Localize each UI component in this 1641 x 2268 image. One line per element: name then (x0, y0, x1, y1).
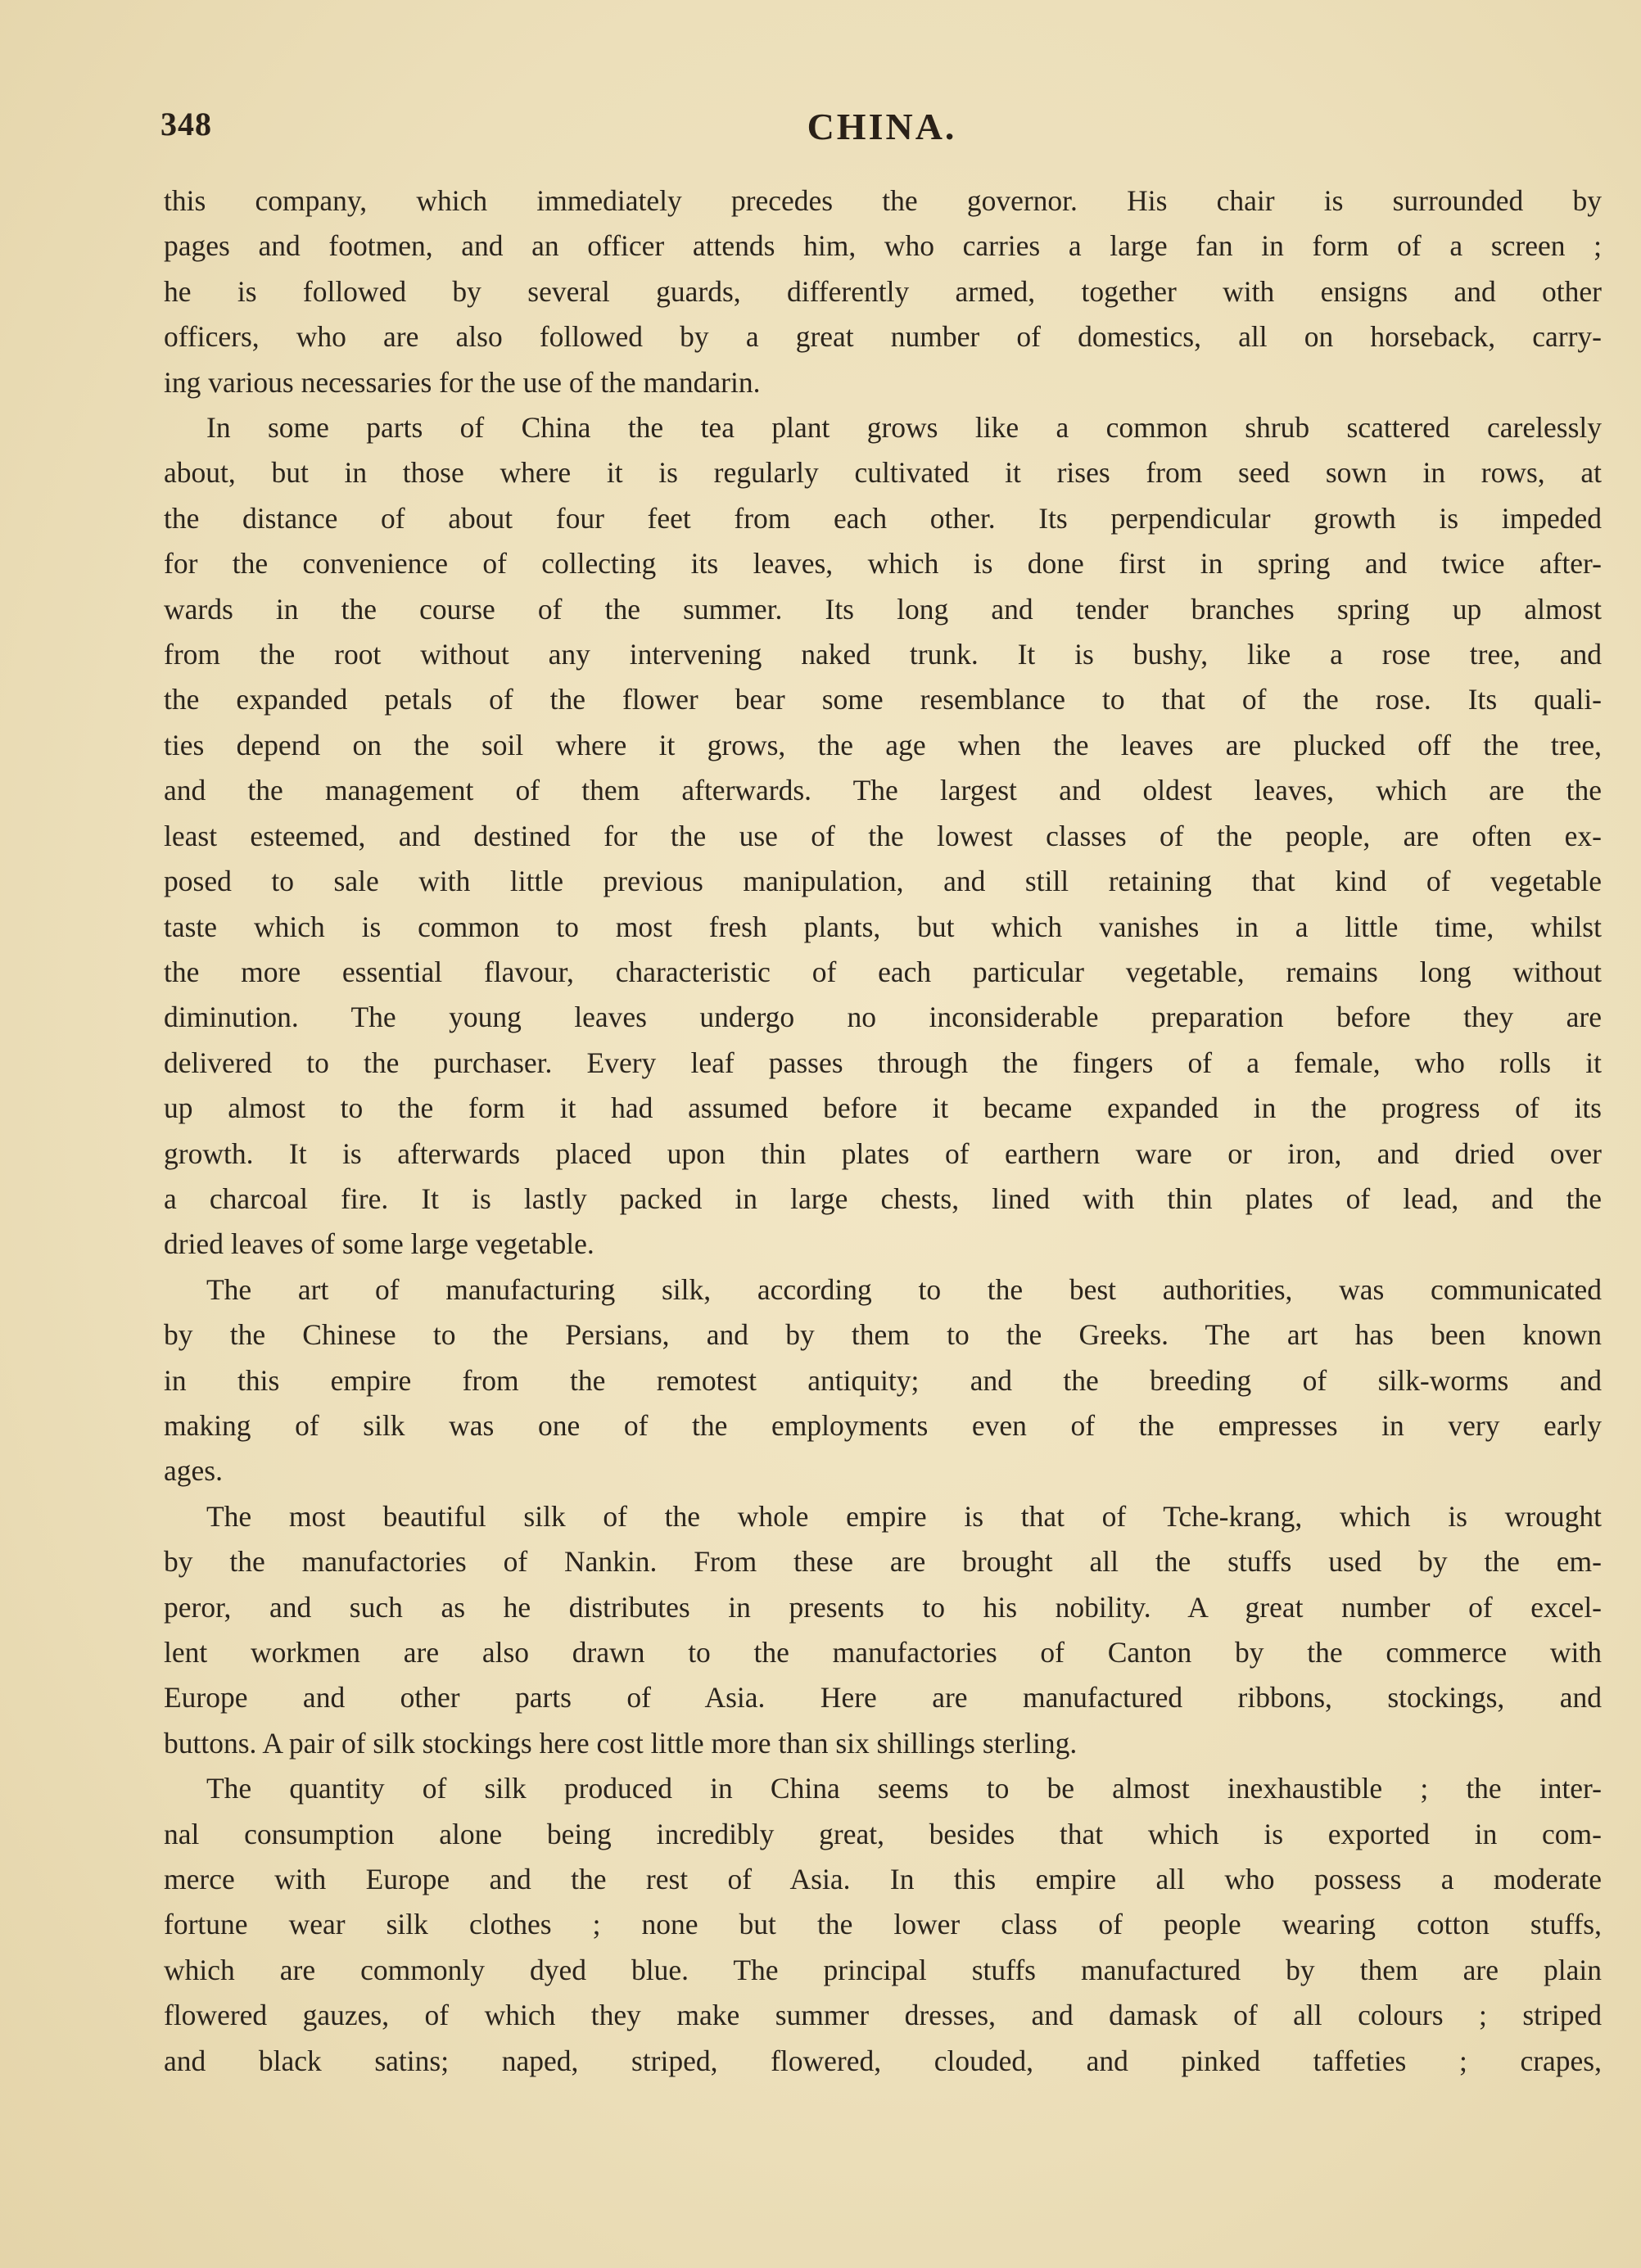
text-line: nal consumption alone being incredibly great, besides that which is exported in com- (164, 1817, 1602, 1850)
text-line: The art of manufacturing silk, according to the best authorities, was communicated (206, 1272, 1602, 1306)
text-line: peror, and such as he distributes in presents to his nobility. A great number of excel- (164, 1590, 1602, 1624)
text-line: ties depend on the soil where it grows, the age when the leaves are plucked off the tree, (164, 728, 1602, 761)
text-line: a charcoal fire. It is lastly packed in large chests, lined with thin plates of lead, and the (164, 1181, 1602, 1215)
text-line: he is followed by several guards, differently armed, together with ensigns and other (164, 274, 1602, 308)
text-line: taste which is common to most fresh plants, but which vanishes in a little time, whilst (164, 910, 1602, 943)
text-line: The quantity of silk produced in China seems to be almost inexhaustible ; the inter- (206, 1772, 1602, 1805)
text-line: by the manufactories of Nankin. From these are brought all the stuffs used by the em- (164, 1545, 1602, 1579)
text-line: about, but in those where it is regularly cultivated it rises from seed sown in rows, at (164, 456, 1602, 490)
body-text (164, 178, 1602, 2084)
text-line: pages and footmen, and an officer attends him, who carries a large fan in form of a screen ; (164, 229, 1602, 263)
text-line: this company, which immediately precedes the governor. His chair is surrounded by (164, 184, 1602, 217)
text-line: merce with Europe and the rest of Asia. In this empire all who possess a moderate (164, 1863, 1602, 1896)
running-title: CHINA. (807, 106, 957, 147)
text-line: the distance of about four feet from each other. Its perpendicular growth is impeded (164, 501, 1602, 535)
text-line: up almost to the form it had assumed before it became expanded in the progress of its (164, 1091, 1602, 1125)
text-line: in this empire from the remotest antiquity; and the breeding of silk-worms and (164, 1363, 1602, 1397)
text-line: ages. (164, 1454, 223, 1488)
text-line: and black satins; naped, striped, flowered, clouded, and pinked taffeties ; crapes, (164, 2044, 1602, 2077)
text-line: which are commonly dyed blue. The principal stuffs manufactured by them are plain (164, 1953, 1602, 1986)
text-line: The most beautiful silk of the whole empire is that of Tche-krang, which is wrought (206, 1499, 1602, 1533)
paragraph-silk-quantity (164, 1766, 1602, 2084)
text-line: least esteemed, and destined for the use of the lowest classes of the people, are often ex- (164, 819, 1602, 852)
text-line: Europe and other parts of Asia. Here are manufactured ribbons, stockings, and (164, 1681, 1602, 1715)
paragraph-silk-art (164, 1267, 1602, 1494)
text-line: growth. It is afterwards placed upon thin plates of earthern ware or iron, and dried over (164, 1136, 1602, 1170)
text-line: wards in the course of the summer. Its long and tender branches spring up almost (164, 592, 1602, 626)
paragraph-tea-plant (164, 405, 1602, 1267)
text-line: buttons. A pair of silk stockings here cost little more than six shillings sterling. (164, 1726, 1078, 1760)
text-line: ing various necessaries for the use of the mandarin. (164, 365, 761, 399)
text-line: In some parts of China the tea plant grows like a common shrub scattered carelessly (206, 411, 1602, 445)
text-line: for the convenience of collecting its leaves, which is done first in spring and twice after- (164, 547, 1602, 581)
page-header (160, 105, 1603, 154)
text-line: fortune wear silk clothes ; none but the lower class of people wearing cotton stuffs, (164, 1908, 1602, 1941)
text-line: the more essential flavour, characteristic of each particular vegetable, remains long without (164, 955, 1602, 988)
text-line: the expanded petals of the flower bear some resemblance to that of the rose. Its quali- (164, 683, 1602, 716)
text-line: and the management of them afterwards. The largest and oldest leaves, which are the (164, 774, 1602, 807)
text-line: officers, who are also followed by a great number of domestics, all on horseback, carry- (164, 320, 1602, 354)
text-line: lent workmen are also drawn to the manufactories of Canton by the commerce with (164, 1636, 1602, 1669)
text-line: from the root without any intervening naked trunk. It is bushy, like a rose tree, and (164, 638, 1602, 671)
page-number: 348 (160, 106, 212, 142)
paragraph-tche-krang-silk (164, 1494, 1602, 1766)
paragraph-governor-retinue (164, 178, 1602, 405)
text-line: diminution. The young leaves undergo no inconsiderable preparation before they are (164, 1001, 1602, 1034)
text-line: dried leaves of some large vegetable. (164, 1227, 594, 1261)
text-line: flowered gauzes, of which they make summer dresses, and damask of all colours ; striped (164, 1999, 1602, 2032)
text-line: delivered to the purchaser. Every leaf passes through the fingers of a female, who rolls it (164, 1046, 1602, 1079)
text-line: by the Chinese to the Persians, and by them to the Greeks. The art has been known (164, 1318, 1602, 1352)
text-line: posed to sale with little previous manipulation, and still retaining that kind of vegetable (164, 865, 1602, 898)
text-line: making of silk was one of the employments even of the empresses in very early (164, 1408, 1602, 1442)
